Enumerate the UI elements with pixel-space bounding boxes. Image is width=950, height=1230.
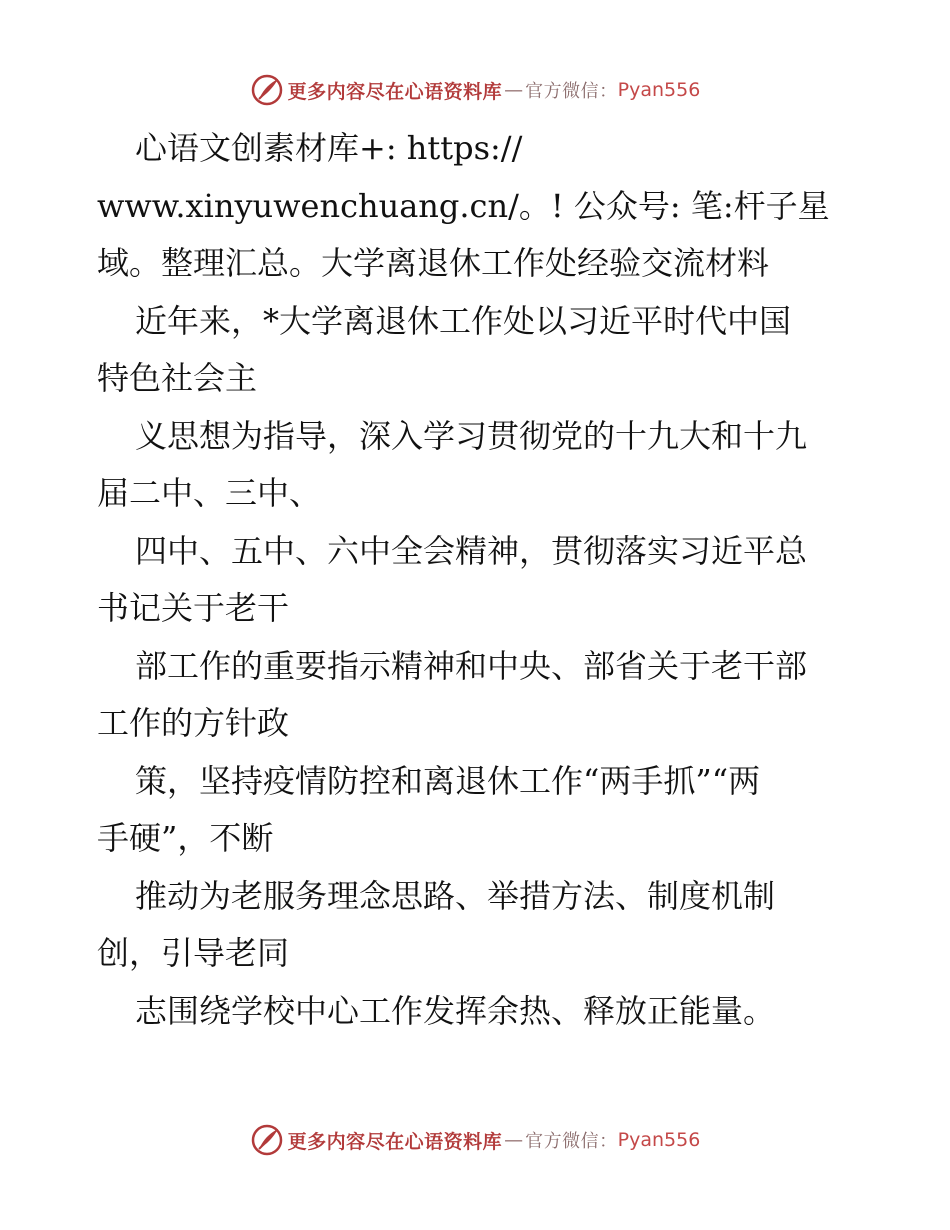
banner-lead-text: 更多内容尽在心语资料库 xyxy=(287,80,503,103)
banner-lead-text: 更多内容尽在心语资料库 xyxy=(287,1130,503,1153)
text-line: www.xinyuwenchuang.cn/。! 公众号: 笔:杆子星 xyxy=(97,186,830,225)
text-line: 心语文创素材库+: https:// xyxy=(135,129,523,167)
text-line: 域。整理汇总。大学离退休工作处经验交流材料 xyxy=(97,244,770,282)
text-line: 策，坚持疫情防控和离退休工作“两手抓”“两 xyxy=(135,761,761,800)
text-line: 手硬”，不断 xyxy=(97,819,274,857)
header-banner xyxy=(0,70,950,110)
text-line: 特色社会主 xyxy=(97,359,258,397)
text-line: 工作的方针政 xyxy=(97,704,290,742)
banner-wechat-account: Pyan556 xyxy=(617,79,701,101)
banner-wechat-account: Pyan556 xyxy=(617,1129,701,1151)
banner-dash: — xyxy=(504,79,524,101)
text-line: 届二中、三中、 xyxy=(97,474,322,512)
document-body xyxy=(97,120,857,1040)
text-line: 四中、五中、六中全会精神，贯彻落实习近平总 xyxy=(135,531,808,570)
banner-wechat-label: 官方微信： xyxy=(525,81,618,102)
text-line: 推动为老服务理念思路、举措方法、制度机制 xyxy=(135,876,776,915)
text-line: 志围绕学校中心工作发挥余热、释放正能量。 xyxy=(135,991,776,1030)
quill-pen-logo-icon xyxy=(250,73,284,107)
footer-banner xyxy=(0,1120,950,1160)
text-line: 书记关于老干 xyxy=(97,589,290,627)
banner-wechat-label: 官方微信： xyxy=(525,1131,618,1152)
text-line: 近年来，*大学离退休工作处以习近平时代中国 xyxy=(135,301,792,340)
text-line: 创，引导老同 xyxy=(97,934,290,972)
text-line: 义思想为指导，深入学习贯彻党的十九大和十九 xyxy=(135,416,808,455)
text-line: 部工作的重要指示精神和中央、部省关于老干部 xyxy=(135,646,808,685)
quill-pen-logo-icon xyxy=(250,1123,284,1157)
banner-dash: — xyxy=(504,1129,524,1151)
